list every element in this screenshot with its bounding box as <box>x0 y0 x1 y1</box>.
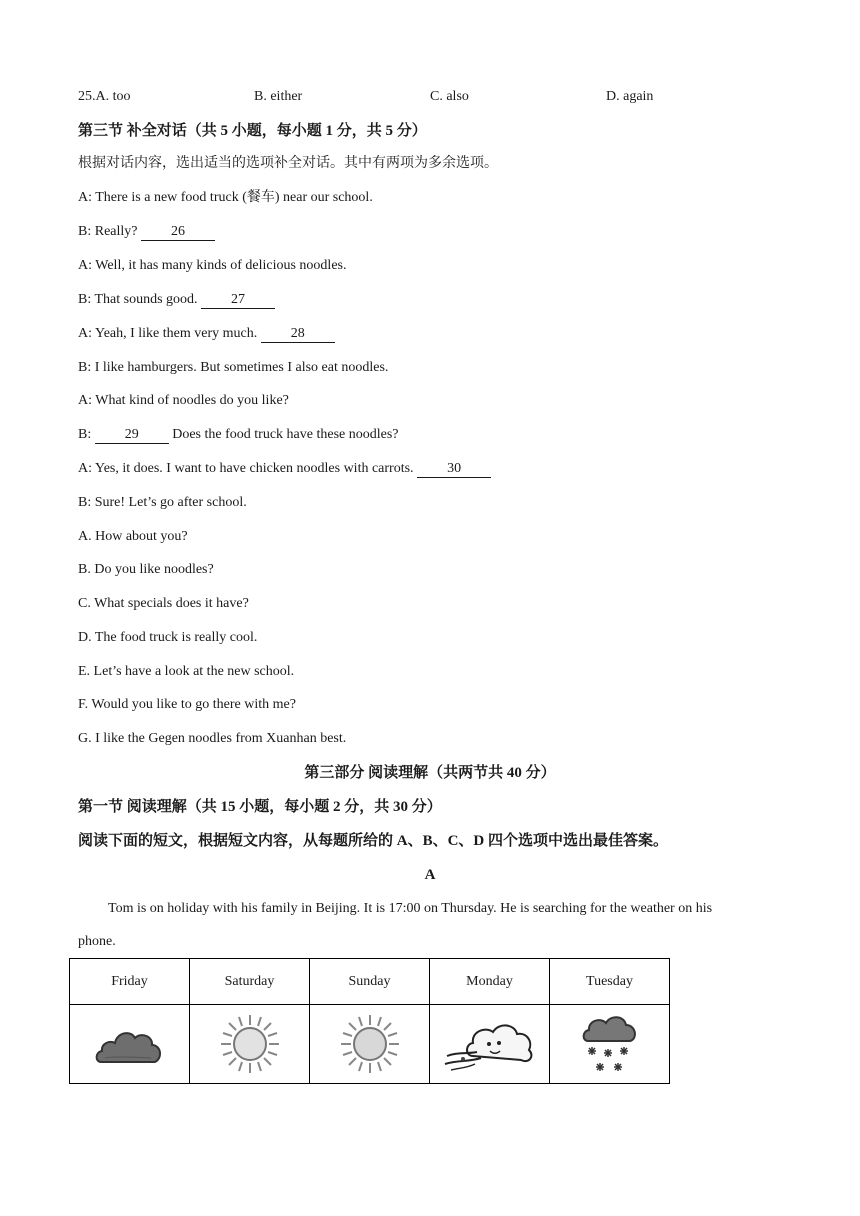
choice-e: E. Let’s have a look at the new school. <box>78 664 295 679</box>
section3-instruction: 根据对话内容，选出适当的选项补全对话。其中有两项为多余选项。 <box>78 156 498 171</box>
sunday-weather <box>310 1005 430 1084</box>
day-saturday: Saturday <box>190 959 310 1005</box>
sun-icon <box>218 1012 282 1076</box>
day-monday: Monday <box>430 959 550 1005</box>
dialogue-line: B: Really? 26 <box>78 222 215 242</box>
q25-option-b: B. either <box>254 89 303 104</box>
q25-option-d: D. again <box>606 89 654 104</box>
part3-instruction: 阅读下面的短文，根据短文内容，从每题所给的 A、B、C、D 四个选项中选出最佳答案。 <box>78 833 669 849</box>
dialogue-line: A: Yes, it does. I want to have chicken noodles with carrots. 30 <box>78 459 491 479</box>
dialogue-line: A: Well, it has many kinds of delicious noodles. <box>78 258 347 273</box>
dialogue-line: A: Yeah, I like them very much. 28 <box>78 324 335 344</box>
weather-icons-row <box>70 1005 670 1084</box>
dialogue-line: A: What kind of noodles do you like? <box>78 393 289 408</box>
q25-option-a: 25.A. too <box>78 89 131 104</box>
part3-heading: 第三部分 阅读理解（共两节共 40 分） <box>304 765 556 781</box>
choice-a: A. How about you? <box>78 529 188 544</box>
passage-letter: A <box>424 867 436 883</box>
day-sunday: Sunday <box>310 959 430 1005</box>
snow-cloud-icon <box>578 1011 642 1077</box>
part3-section1-heading: 第一节 阅读理解（共 15 小题，每小题 2 分，共 30 分） <box>78 799 442 815</box>
answer-blank-29[interactable]: 29 <box>95 427 169 444</box>
choice-f: F. Would you like to go there with me? <box>78 697 296 712</box>
answer-blank-26[interactable]: 26 <box>141 224 215 241</box>
dialogue-line: A: There is a new food truck (餐车) near our school. <box>78 190 373 205</box>
monday-weather <box>430 1005 550 1084</box>
weather-table <box>69 958 670 1084</box>
weather-days-row <box>70 959 670 1005</box>
windy-cloud-icon <box>443 1012 537 1076</box>
dialogue-line: B: 29 Does the food truck have these noodles? <box>78 427 399 442</box>
choice-c: C. What specials does it have? <box>78 596 249 611</box>
passage-text-continued: phone. <box>78 934 116 949</box>
friday-weather <box>70 1005 190 1084</box>
dialogue-line: B: Sure! Let’s go after school. <box>78 495 247 510</box>
day-tuesday: Tuesday <box>550 959 670 1005</box>
day-friday: Friday <box>70 959 190 1005</box>
choice-d: D. The food truck is really cool. <box>78 630 258 645</box>
answer-blank-30[interactable]: 30 <box>417 461 491 478</box>
q25-option-c: C. also <box>430 89 469 104</box>
sun-icon <box>338 1012 402 1076</box>
saturday-weather <box>190 1005 310 1084</box>
answer-blank-27[interactable]: 27 <box>201 292 275 309</box>
section3-heading: 第三节 补全对话（共 5 小题，每小题 1 分，共 5 分） <box>78 123 427 139</box>
choice-g: G. I like the Gegen noodles from Xuanhan best. <box>78 731 347 746</box>
dialogue-line: B: That sounds good. 27 <box>78 290 275 310</box>
answer-blank-28[interactable]: 28 <box>261 326 335 343</box>
dialogue-line: B: I like hamburgers. But sometimes I also eat noodles. <box>78 360 389 375</box>
tuesday-weather <box>550 1005 670 1084</box>
cloud-icon <box>93 1018 167 1070</box>
choice-b: B. Do you like noodles? <box>78 562 214 577</box>
passage-text: Tom is on holiday with his family in Beijing. It is 17:00 on Thursday. He is searching for the weather on his <box>108 901 713 916</box>
